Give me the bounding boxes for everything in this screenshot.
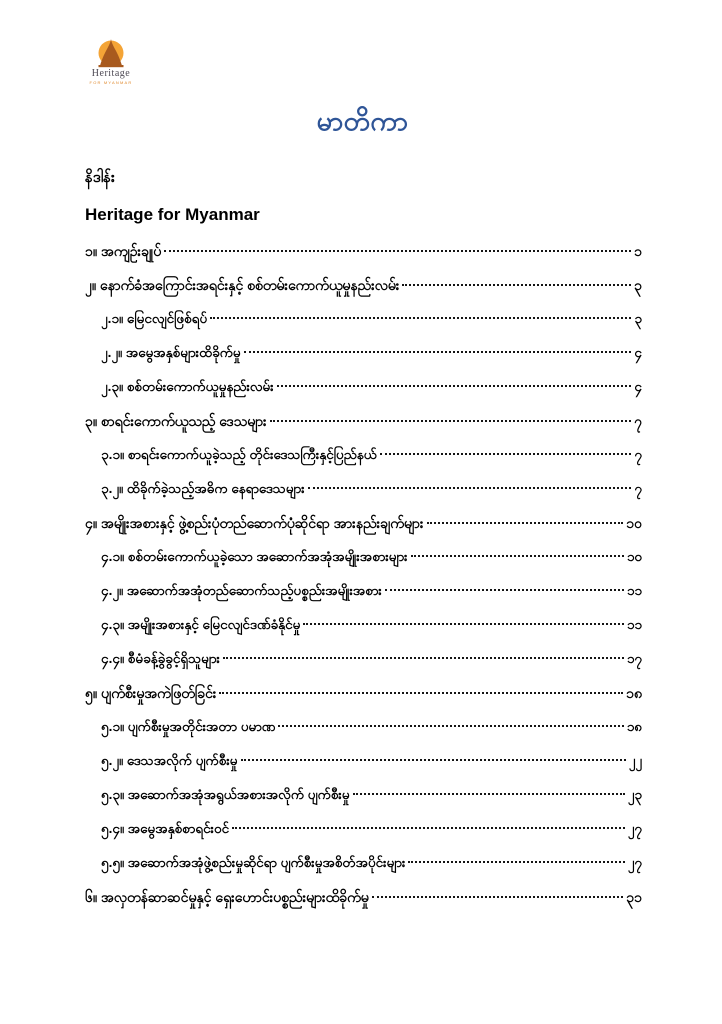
- toc-entry-label: ၁။ အကျဉ်းချုပ်: [85, 243, 162, 259]
- toc-row[interactable]: [85, 378, 642, 412]
- page-title: မာတိကာ: [316, 106, 409, 136]
- toc-row[interactable]: [85, 582, 642, 616]
- toc-entry-label: ၃.၁။ စာရင်းကောက်ယူခဲ့သည့် တိုင်းဒေသကြီးနှင့်ပြည်နယ်: [101, 447, 377, 462]
- toc-entry-page: ၂၇: [627, 855, 642, 870]
- toc-entry-label: ၅။ ပျက်စီးမှုအကဲဖြတ်ခြင်း: [85, 685, 217, 701]
- toc-entry-page: ၁၇: [626, 651, 642, 666]
- toc-entry-page: ၇: [634, 413, 642, 429]
- intro-heading: နိဒါန်း: [85, 169, 115, 186]
- intro-subheading: Heritage for Myanmar: [85, 205, 260, 224]
- toc-entry-label: ၃.၂။ ထိခိုက်ခဲ့သည့်အဓိက နေရာဒေသများ: [101, 481, 305, 496]
- toc-entry-label: ၂။ နောက်ခံအကြောင်းအရင်းနှင့် စစ်တမ်းကောက်ယူမှုနည်းလမ်း: [85, 277, 400, 293]
- toc-dot-leader: [408, 861, 624, 863]
- toc-dot-leader: [223, 657, 624, 659]
- toc-row[interactable]: [85, 786, 642, 820]
- toc-row[interactable]: [85, 276, 642, 310]
- toc-entry-page: ၂၂: [628, 753, 642, 768]
- toc-entry-label: ၃။ စာရင်းကောက်ယူသည့် ဒေသများ: [85, 413, 267, 429]
- toc-entry-page: ၁၈: [626, 719, 642, 734]
- toc-dot-leader: [411, 555, 624, 557]
- heritage-logo: [86, 38, 136, 85]
- toc-entry-label: ၅.၂။ ဒေသအလိုက် ပျက်စီးမှု: [101, 753, 238, 768]
- toc-entry-label: ၅.၅။ အဆောက်အအုံဖွဲ့စည်းမှုဆိုင်ရာ ပျက်စီးမှုအစိတ်အပိုင်းများ: [101, 855, 406, 870]
- toc-entry-label: ၅.၃။ အဆောက်အအုံအရွယ်အစားအလိုက် ပျက်စီးမှု: [101, 787, 350, 802]
- toc-dot-leader: [219, 692, 623, 694]
- toc-row[interactable]: [85, 888, 642, 922]
- table-of-contents: [85, 242, 642, 922]
- toc-dot-leader: [232, 827, 625, 829]
- toc-dot-leader: [372, 896, 623, 898]
- toc-entry-page: ၁: [634, 243, 642, 259]
- toc-row[interactable]: [85, 752, 642, 786]
- toc-row[interactable]: [85, 344, 642, 378]
- toc-entry-page: ၇: [634, 447, 642, 462]
- toc-row[interactable]: [85, 310, 642, 344]
- toc-row[interactable]: [85, 480, 642, 514]
- toc-entry-label: ၄။ အမျိုးအစားနှင့် ဖွဲ့စည်းပုံတည်ဆောက်ပုံဆိုင်ရာ အားနည်းချက်များ: [85, 515, 424, 531]
- toc-entry-page: ၂၇: [627, 821, 642, 836]
- toc-entry-page: ၂၃: [627, 787, 642, 802]
- toc-dot-leader: [164, 250, 631, 252]
- toc-dot-leader: [353, 793, 625, 795]
- toc-entry-page: ၄: [634, 379, 642, 394]
- toc-entry-page: ၃: [634, 277, 642, 293]
- toc-entry-label: ၆။ အလှတန်ဆာဆင်မှုနှင့် ရှေးဟောင်းပစ္စည်းများထိခိုက်မှု: [85, 889, 369, 905]
- toc-entry-page: ၄: [634, 345, 642, 360]
- toc-entry-label: ၂.၂။ အမွေအနှစ်များထိခိုက်မှု: [101, 345, 241, 360]
- toc-entry-label: ၅.၄။ အမွေအနှစ်စာရင်းဝင်: [101, 821, 230, 836]
- toc-entry-page: ၁၁: [626, 617, 642, 632]
- toc-row[interactable]: [85, 548, 642, 582]
- toc-dot-leader: [244, 351, 632, 353]
- toc-dot-leader: [303, 623, 623, 625]
- toc-entry-page: ၁၁: [626, 583, 642, 598]
- toc-entry-label: ၄.၄။ စီမံခန့်ခွဲခွင့်ရှိသူများ: [101, 651, 220, 666]
- toc-entry-page: ၁၈: [626, 685, 642, 701]
- toc-dot-leader: [210, 317, 631, 319]
- toc-entry-label: ၂.၁။ မြေငလျင်ဖြစ်ရပ်: [101, 311, 208, 326]
- toc-dot-leader: [385, 589, 624, 591]
- toc-row[interactable]: [85, 514, 642, 548]
- toc-row[interactable]: [85, 684, 642, 718]
- toc-dot-leader: [402, 284, 631, 286]
- toc-row[interactable]: [85, 242, 642, 276]
- toc-row[interactable]: [85, 446, 642, 480]
- logo-tagline: FOR MYANMAR: [89, 80, 133, 85]
- toc-row[interactable]: [85, 718, 642, 752]
- toc-entry-label: ၂.၃။ စစ်တမ်းကောက်ယူမှုနည်းလမ်း: [101, 379, 274, 394]
- toc-dot-leader: [241, 759, 626, 761]
- toc-entry-label: ၄.၂။ အဆောက်အအုံတည်ဆောက်သည့်ပစ္စည်းအမျိုးအစား: [101, 583, 382, 598]
- logo-wordmark: Heritage: [91, 68, 131, 79]
- toc-entry-page: ၃၁: [626, 889, 642, 905]
- toc-entry-page: ၇: [634, 481, 642, 496]
- toc-dot-leader: [270, 420, 631, 422]
- toc-entry-label: ၄.၃။ အမျိုးအစားနှင့် မြေငလျင်ဒဏ်ခံနိုင်မှု: [101, 617, 301, 632]
- toc-dot-leader: [308, 487, 632, 489]
- toc-entry-page: ၁၀: [626, 515, 642, 531]
- toc-row[interactable]: [85, 616, 642, 650]
- toc-entry-page: ၁၀: [626, 549, 642, 564]
- toc-row[interactable]: [85, 854, 642, 888]
- toc-dot-leader: [427, 522, 624, 524]
- toc-dot-leader: [277, 385, 632, 387]
- toc-dot-leader: [380, 453, 632, 455]
- toc-dot-leader: [278, 725, 623, 727]
- toc-row[interactable]: [85, 412, 642, 446]
- toc-entry-label: ၄.၁။ စစ်တမ်းကောက်ယူခဲ့သော အဆောက်အအုံအမျိုးအစားများ: [101, 549, 408, 564]
- pagoda-sun-icon: [92, 38, 130, 70]
- toc-entry-page: ၃: [634, 311, 642, 326]
- toc-row[interactable]: [85, 650, 642, 684]
- toc-entry-label: ၅.၁။ ပျက်စီးမှုအတိုင်းအတာ ပမာဏ: [101, 719, 276, 734]
- toc-row[interactable]: [85, 820, 642, 854]
